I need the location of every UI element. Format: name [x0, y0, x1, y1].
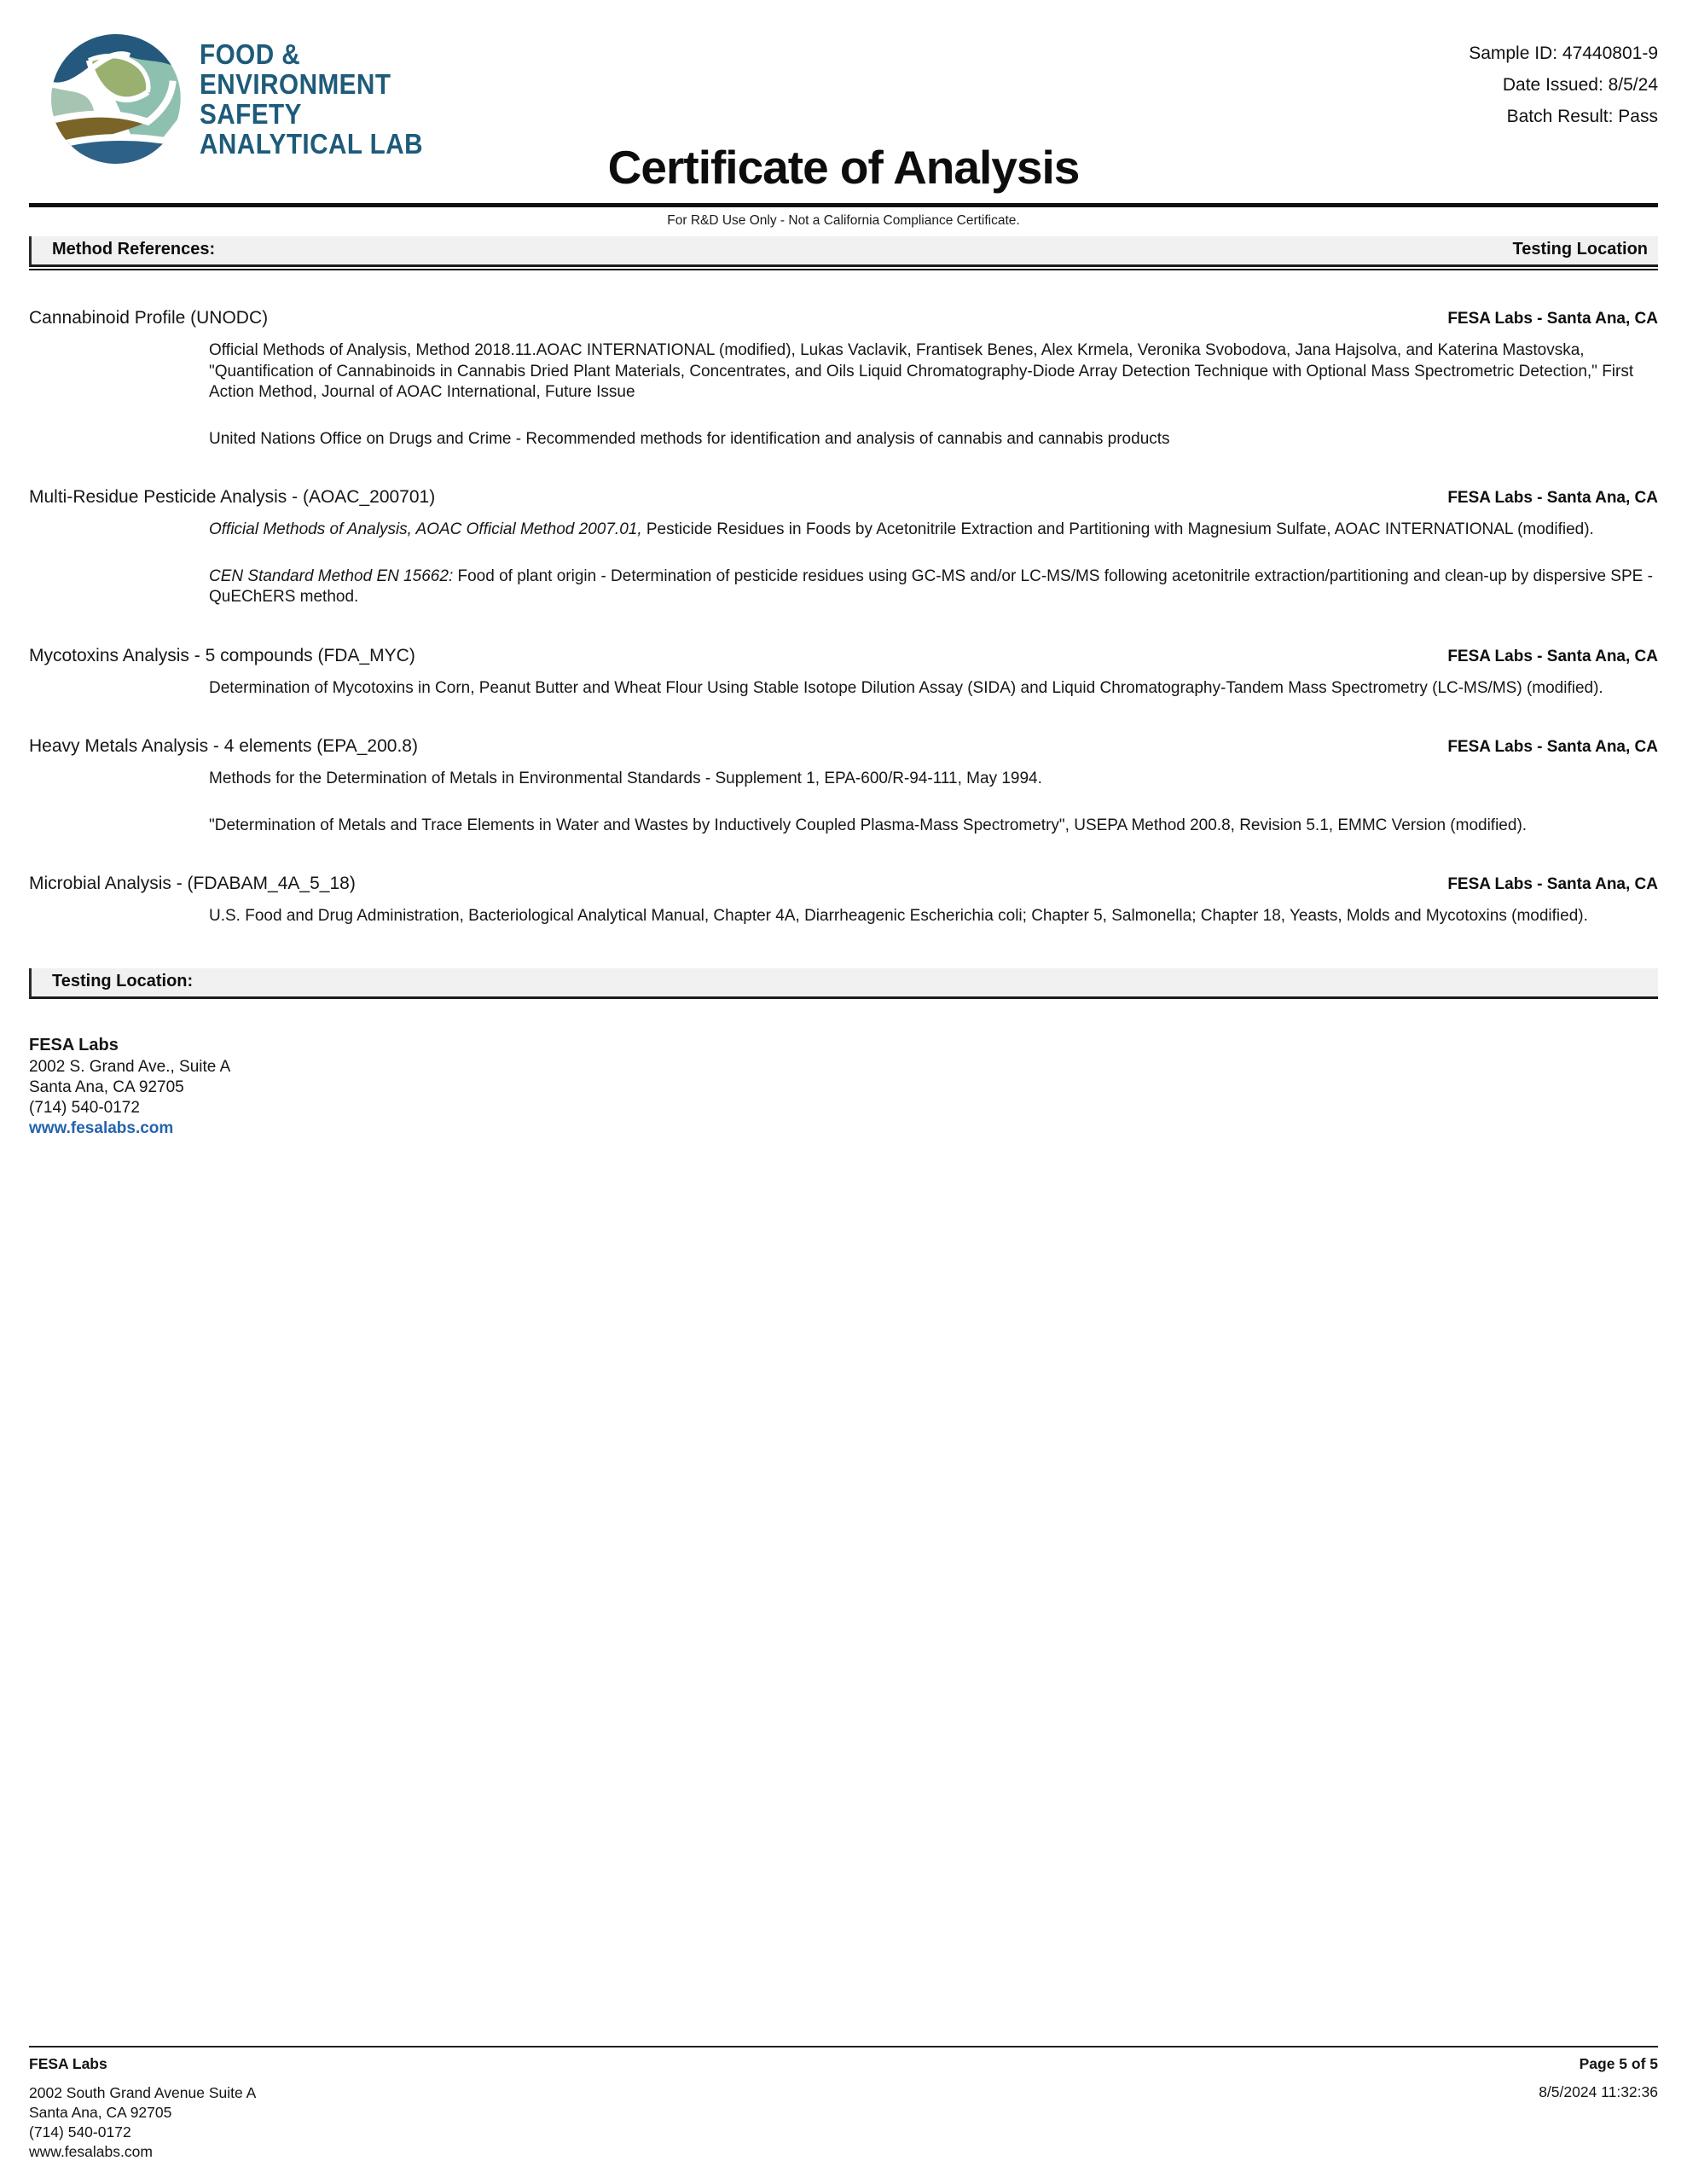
footer: [29, 2046, 1658, 2162]
logo-line: ANALYTICAL LAB: [200, 128, 424, 160]
method-name: Heavy Metals Analysis - 4 elements (EPA_200.8): [29, 736, 418, 756]
method-citation-italic: Official Methods of Analysis, AOAC Official Method 2007.01,: [209, 520, 642, 538]
method-citation-text: Methods for the Determination of Metals in Environmental Standards - Supplement 1, EPA-600/R-94-111, May 1994.: [209, 770, 1042, 787]
method-paragraph: [209, 566, 1658, 608]
footer-address: [29, 2083, 256, 2162]
method-citation-text: Pesticide Residues in Foods by Acetonitrile Extraction and Partitioning with Magnesium Sulfate, AOAC INTERNATIONAL (modified).: [641, 520, 1594, 538]
lab-website-link[interactable]: www.fesalabs.com: [29, 1118, 174, 1137]
method-section-head: [29, 308, 1658, 328]
method-section-head: [29, 487, 1658, 508]
method-name: Multi-Residue Pesticide Analysis - (AOAC_200701): [29, 487, 436, 507]
footer-page-number: Page 5 of 5: [1579, 2055, 1658, 2072]
method-location: FESA Labs - Santa Ana, CA: [1447, 875, 1658, 893]
method-section: [29, 646, 1658, 700]
method-paragraph: [209, 520, 1658, 541]
sample-id: Sample ID: 47440801-9: [1469, 44, 1658, 63]
method-section-head: [29, 646, 1658, 666]
address-line: www.fesalabs.com: [29, 2143, 153, 2160]
method-section-head: [29, 736, 1658, 757]
header-rule: [29, 203, 1658, 207]
method-name: Microbial Analysis - (FDABAM_4A_5_18): [29, 874, 356, 893]
method-citation-text: Food of plant origin - Determination of pesticide residues using GC-MS and/or LC-MS/MS following acetonitrile extraction/partitioning and clean-up by dispersive SPE - QuEChERS method.: [209, 566, 1653, 606]
method-paragraph: [209, 678, 1658, 700]
bar-underline: [29, 269, 1658, 270]
method-location: FESA Labs - Santa Ana, CA: [1447, 647, 1658, 665]
method-name: Mycotoxins Analysis - 5 compounds (FDA_MYC): [29, 645, 415, 665]
logo-line: ENVIRONMENT: [200, 68, 391, 100]
address-line: (714) 540-0172: [29, 2123, 131, 2140]
method-sections: [29, 308, 1658, 927]
method-paragraph: [209, 769, 1658, 790]
testing-location-address: [29, 1057, 1658, 1118]
compliance-disclaimer: For R&D Use Only - Not a California Compliance Certificate.: [667, 213, 1020, 228]
testing-location-column-label: Testing Location: [1512, 240, 1648, 258]
method-location: FESA Labs - Santa Ana, CA: [1447, 738, 1658, 756]
method-references-label: Method References:: [52, 240, 216, 258]
testing-location-block: [29, 1035, 1658, 1139]
method-location: FESA Labs - Santa Ana, CA: [1447, 489, 1658, 507]
testing-location-bar: [29, 968, 1658, 999]
document-info: [1469, 38, 1658, 132]
footer-timestamp: 8/5/2024 11:32:36: [1539, 2083, 1658, 2100]
method-section: [29, 308, 1658, 450]
address-line: 2002 S. Grand Ave., Suite A: [29, 1057, 231, 1076]
address-line: Santa Ana, CA 92705: [29, 1077, 184, 1096]
method-citation-text: United Nations Office on Drugs and Crime - Recommended methods for identification and analysis of cannabis and cannabis products: [209, 429, 1170, 448]
method-section-head: [29, 874, 1658, 894]
date-issued: Date Issued: 8/5/24: [1502, 75, 1658, 95]
method-citation-text: U.S. Food and Drug Administration, Bacteriological Analytical Manual, Chapter 4A, Diarrheagenic Escherichia coli; Chapter 5, Salmonella; Chapter 18, Yeasts, Molds and Mycotoxins (modified).: [209, 907, 1588, 925]
address-line: Santa Ana, CA 92705: [29, 2104, 172, 2121]
batch-result: Batch Result: Pass: [1506, 107, 1658, 126]
header: [29, 0, 1658, 203]
method-paragraph: [209, 906, 1658, 927]
method-name: Cannabinoid Profile (UNODC): [29, 308, 269, 328]
method-section: [29, 874, 1658, 927]
method-citation-italic: CEN Standard Method EN 15662:: [209, 566, 454, 585]
footer-lab-name: FESA Labs: [29, 2055, 107, 2072]
lab-name: FESA Labs: [29, 1035, 119, 1054]
logo-line: SAFETY: [200, 98, 302, 130]
method-citation-text: "Determination of Metals and Trace Elements in Water and Wastes by Inductively Coupled Plasma-Mass Spectrometry", USEPA Method 200.8, Revision 5.1, EMMC Version (modified).: [209, 816, 1528, 834]
logo-line: FOOD &: [200, 38, 301, 70]
method-paragraph: [209, 340, 1658, 404]
method-citation-text: Official Methods of Analysis, Method 2018.11.AOAC INTERNATIONAL (modified), Lukas Vaclavik, Frantisek Benes, Alex Krmela, Veronika Svobodova, Jana Hajsolva, and Katerina Mastovska, "Quantification of Cannabinoids in Cannabis Dried Plant Materials, Concentrates, and Oils Liquid Chromatography-Diode Array Detection Technique with Optional Mass Spectrometric Detection," First Action Method, Journal of AOAC International, Future Issue: [209, 341, 1634, 401]
method-citation-text: Determination of Mycotoxins in Corn, Peanut Butter and Wheat Flour Using Stable Isotope Dilution Assay (SIDA) and Liquid Chromatography-Tandem Mass Spectrometry (LC-MS/MS) (modified).: [209, 678, 1603, 697]
method-references-bar: [29, 236, 1658, 267]
method-section: [29, 736, 1658, 836]
address-line: (714) 540-0172: [29, 1098, 140, 1117]
method-section: [29, 487, 1658, 608]
testing-location-label: Testing Location:: [52, 971, 194, 990]
page-title: Certificate of Analysis: [607, 141, 1080, 194]
method-paragraph: [209, 429, 1658, 450]
method-paragraph: [209, 816, 1658, 837]
method-location: FESA Labs - Santa Ana, CA: [1447, 310, 1658, 328]
address-line: 2002 South Grand Avenue Suite A: [29, 2084, 257, 2101]
